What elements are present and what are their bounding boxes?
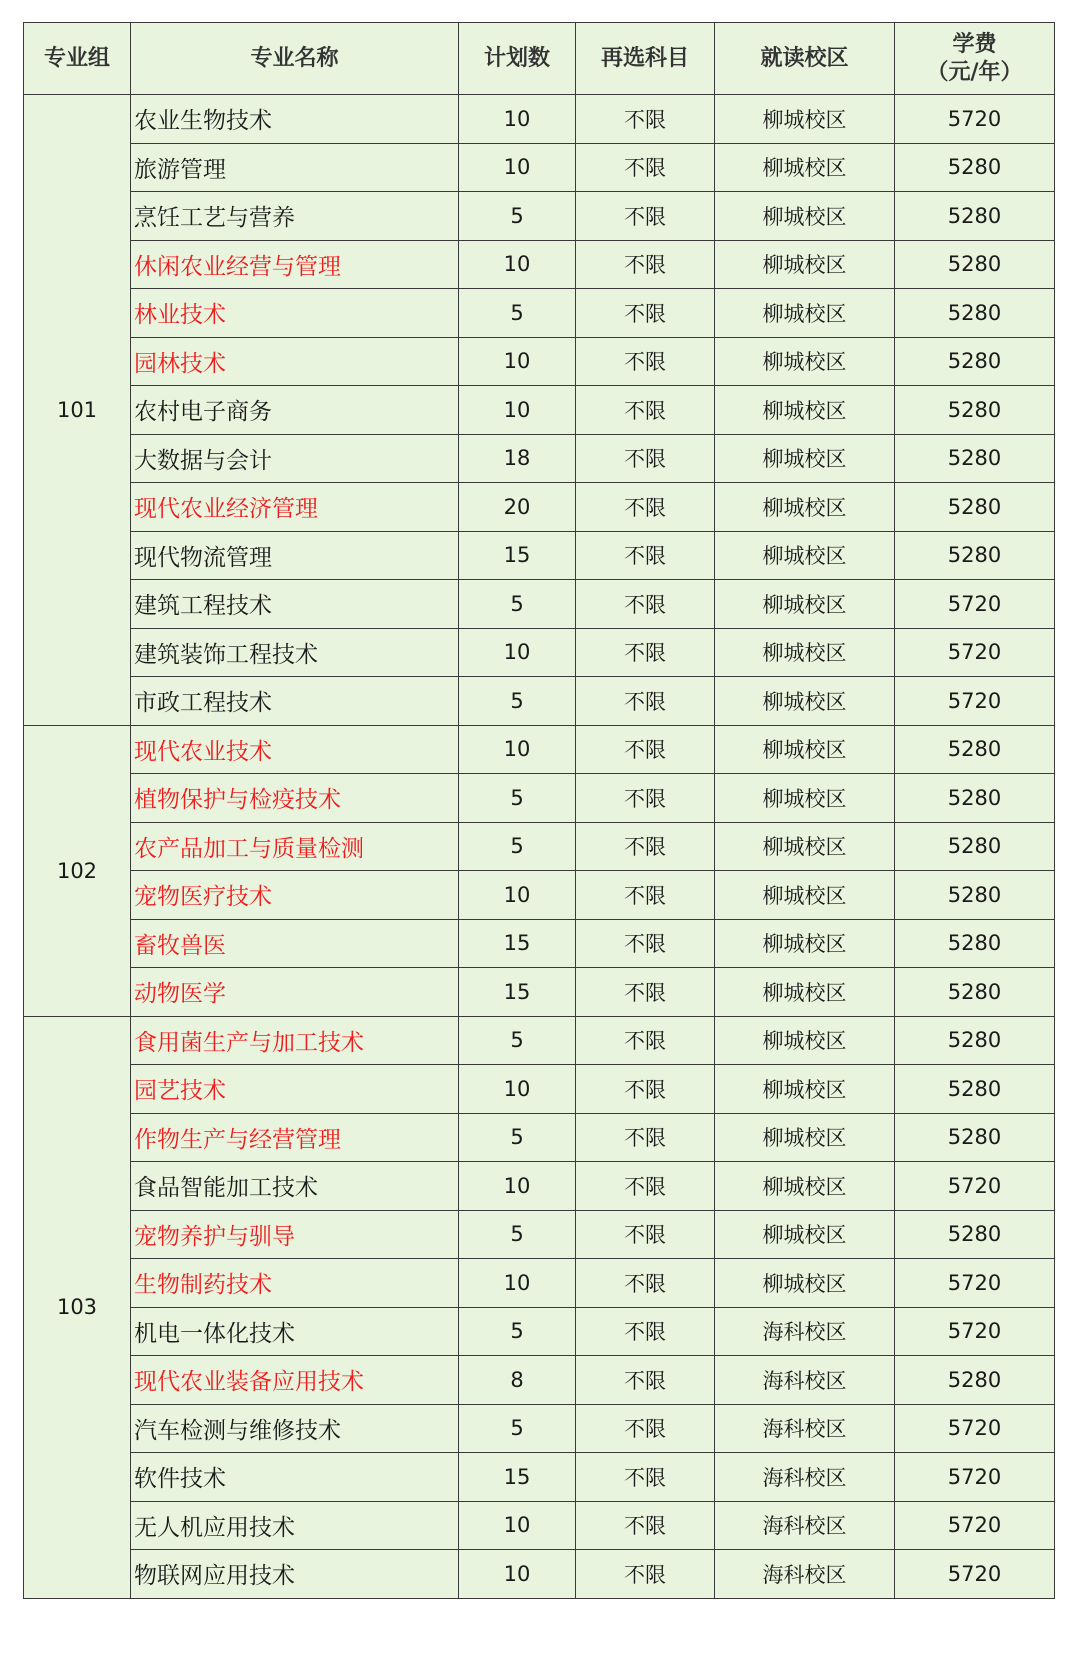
plan-count-cell: 10 <box>459 1550 576 1599</box>
subject-requirement-cell: 不限 <box>576 1453 715 1502</box>
plan-count-cell: 15 <box>459 919 576 968</box>
major-name-cell: 园林技术 <box>131 337 459 386</box>
subject-requirement-cell: 不限 <box>576 1550 715 1599</box>
tuition-fee-cell: 5280 <box>895 968 1055 1017</box>
table-row <box>24 1501 1055 1550</box>
table-header <box>24 23 1055 95</box>
major-name-cell: 现代农业技术 <box>131 725 459 774</box>
table-row <box>24 919 1055 968</box>
major-name-cell: 物联网应用技术 <box>131 1550 459 1599</box>
campus-cell: 柳城校区 <box>715 1259 895 1308</box>
campus-cell: 柳城校区 <box>715 968 895 1017</box>
subject-requirement-cell: 不限 <box>576 1356 715 1405</box>
major-name-cell: 食用菌生产与加工技术 <box>131 1016 459 1065</box>
plan-count-cell: 10 <box>459 1501 576 1550</box>
plan-count-cell: 10 <box>459 1162 576 1211</box>
tuition-fee-cell: 5280 <box>895 725 1055 774</box>
tuition-fee-cell: 5280 <box>895 1113 1055 1162</box>
group-code: 103 <box>24 1016 131 1598</box>
tuition-fee-cell: 5720 <box>895 1259 1055 1308</box>
major-name-cell: 食品智能加工技术 <box>131 1162 459 1211</box>
campus-cell: 海科校区 <box>715 1453 895 1502</box>
group-code: 102 <box>24 725 131 1016</box>
major-name-cell: 农产品加工与质量检测 <box>131 822 459 871</box>
tuition-fee-cell: 5280 <box>895 386 1055 435</box>
campus-cell: 柳城校区 <box>715 240 895 289</box>
plan-count-cell: 10 <box>459 337 576 386</box>
subject-requirement-cell: 不限 <box>576 1307 715 1356</box>
plan-count-cell: 10 <box>459 240 576 289</box>
plan-count-cell: 20 <box>459 483 576 532</box>
header-campus: 就读校区 <box>715 23 895 95</box>
tuition-fee-cell: 5720 <box>895 677 1055 726</box>
tuition-fee-cell: 5280 <box>895 822 1055 871</box>
plan-count-cell: 5 <box>459 774 576 823</box>
tuition-fee-cell: 5720 <box>895 1307 1055 1356</box>
header-fee-line1: 学费 <box>952 32 997 57</box>
tuition-fee-cell: 5280 <box>895 143 1055 192</box>
major-name-cell: 无人机应用技术 <box>131 1501 459 1550</box>
subject-requirement-cell: 不限 <box>576 774 715 823</box>
campus-cell: 柳城校区 <box>715 386 895 435</box>
campus-cell: 柳城校区 <box>715 628 895 677</box>
subject-requirement-cell: 不限 <box>576 192 715 241</box>
table-row <box>24 1065 1055 1114</box>
plan-count-cell: 5 <box>459 1210 576 1259</box>
major-name-cell: 市政工程技术 <box>131 677 459 726</box>
major-name-cell: 作物生产与经营管理 <box>131 1113 459 1162</box>
tuition-fee-cell: 5280 <box>895 531 1055 580</box>
plan-count-cell: 10 <box>459 386 576 435</box>
major-name-cell: 机电一体化技术 <box>131 1307 459 1356</box>
plan-count-cell: 8 <box>459 1356 576 1405</box>
campus-cell: 柳城校区 <box>715 774 895 823</box>
subject-requirement-cell: 不限 <box>576 1065 715 1114</box>
campus-cell: 海科校区 <box>715 1404 895 1453</box>
subject-requirement-cell: 不限 <box>576 919 715 968</box>
table-row <box>24 1162 1055 1211</box>
table-row <box>24 1016 1055 1065</box>
tuition-fee-cell: 5280 <box>895 1356 1055 1405</box>
subject-requirement-cell: 不限 <box>576 1259 715 1308</box>
subject-requirement-cell: 不限 <box>576 1113 715 1162</box>
campus-cell: 海科校区 <box>715 1356 895 1405</box>
subject-requirement-cell: 不限 <box>576 1162 715 1211</box>
table-row <box>24 289 1055 338</box>
tuition-fee-cell: 5280 <box>895 434 1055 483</box>
major-name-cell: 宠物养护与驯导 <box>131 1210 459 1259</box>
major-name-cell: 建筑工程技术 <box>131 580 459 629</box>
table-row <box>24 871 1055 920</box>
header-subject: 再选科目 <box>576 23 715 95</box>
table-body <box>24 95 1055 1599</box>
subject-requirement-cell: 不限 <box>576 95 715 144</box>
table-row <box>24 725 1055 774</box>
plan-count-cell: 5 <box>459 1016 576 1065</box>
tuition-fee-cell: 5280 <box>895 871 1055 920</box>
plan-count-cell: 10 <box>459 95 576 144</box>
major-name-cell: 汽车检测与维修技术 <box>131 1404 459 1453</box>
major-name-cell: 软件技术 <box>131 1453 459 1502</box>
plan-count-cell: 5 <box>459 580 576 629</box>
major-name-cell: 大数据与会计 <box>131 434 459 483</box>
table-row <box>24 434 1055 483</box>
campus-cell: 柳城校区 <box>715 1113 895 1162</box>
campus-cell: 柳城校区 <box>715 677 895 726</box>
campus-cell: 海科校区 <box>715 1501 895 1550</box>
table-row <box>24 628 1055 677</box>
plan-count-cell: 15 <box>459 1453 576 1502</box>
plan-count-cell: 10 <box>459 725 576 774</box>
campus-cell: 柳城校区 <box>715 289 895 338</box>
campus-cell: 柳城校区 <box>715 1016 895 1065</box>
table-row <box>24 1356 1055 1405</box>
tuition-fee-cell: 5720 <box>895 580 1055 629</box>
subject-requirement-cell: 不限 <box>576 483 715 532</box>
subject-requirement-cell: 不限 <box>576 725 715 774</box>
table-row <box>24 677 1055 726</box>
tuition-fee-cell: 5280 <box>895 483 1055 532</box>
table-row <box>24 1550 1055 1599</box>
campus-cell: 柳城校区 <box>715 1065 895 1114</box>
tuition-fee-cell: 5280 <box>895 774 1055 823</box>
campus-cell: 柳城校区 <box>715 483 895 532</box>
tuition-fee-cell: 5720 <box>895 1162 1055 1211</box>
header-row <box>24 23 1055 95</box>
plan-count-cell: 10 <box>459 628 576 677</box>
subject-requirement-cell: 不限 <box>576 1404 715 1453</box>
tuition-fee-cell: 5720 <box>895 95 1055 144</box>
header-plan: 计划数 <box>459 23 576 95</box>
table-row <box>24 580 1055 629</box>
major-name-cell: 动物医学 <box>131 968 459 1017</box>
major-name-cell: 现代农业装备应用技术 <box>131 1356 459 1405</box>
plan-count-cell: 5 <box>459 822 576 871</box>
subject-requirement-cell: 不限 <box>576 1210 715 1259</box>
tuition-fee-cell: 5280 <box>895 1016 1055 1065</box>
subject-requirement-cell: 不限 <box>576 143 715 192</box>
subject-requirement-cell: 不限 <box>576 822 715 871</box>
plan-count-cell: 10 <box>459 871 576 920</box>
plan-count-cell: 5 <box>459 1113 576 1162</box>
major-name-cell: 旅游管理 <box>131 143 459 192</box>
major-name-cell: 现代农业经济管理 <box>131 483 459 532</box>
subject-requirement-cell: 不限 <box>576 531 715 580</box>
table-row <box>24 1259 1055 1308</box>
major-name-cell: 休闲农业经营与管理 <box>131 240 459 289</box>
plan-count-cell: 5 <box>459 289 576 338</box>
major-name-cell: 建筑装饰工程技术 <box>131 628 459 677</box>
major-name-cell: 畜牧兽医 <box>131 919 459 968</box>
tuition-fee-cell: 5280 <box>895 289 1055 338</box>
tuition-fee-cell: 5280 <box>895 919 1055 968</box>
plan-count-cell: 5 <box>459 1307 576 1356</box>
subject-requirement-cell: 不限 <box>576 1501 715 1550</box>
table-row <box>24 1404 1055 1453</box>
table-row <box>24 240 1055 289</box>
major-name-cell: 生物制药技术 <box>131 1259 459 1308</box>
plan-count-cell: 15 <box>459 531 576 580</box>
header-fee <box>895 23 1055 95</box>
table-row <box>24 386 1055 435</box>
campus-cell: 柳城校区 <box>715 434 895 483</box>
table-row <box>24 1307 1055 1356</box>
subject-requirement-cell: 不限 <box>576 968 715 1017</box>
campus-cell: 柳城校区 <box>715 337 895 386</box>
table-row <box>24 483 1055 532</box>
campus-cell: 柳城校区 <box>715 822 895 871</box>
tuition-fee-cell: 5720 <box>895 628 1055 677</box>
header-name: 专业名称 <box>131 23 459 95</box>
subject-requirement-cell: 不限 <box>576 677 715 726</box>
subject-requirement-cell: 不限 <box>576 628 715 677</box>
campus-cell: 柳城校区 <box>715 95 895 144</box>
campus-cell: 柳城校区 <box>715 580 895 629</box>
plan-count-cell: 10 <box>459 143 576 192</box>
table-row <box>24 531 1055 580</box>
campus-cell: 柳城校区 <box>715 725 895 774</box>
tuition-fee-cell: 5280 <box>895 240 1055 289</box>
table-row <box>24 143 1055 192</box>
subject-requirement-cell: 不限 <box>576 337 715 386</box>
subject-requirement-cell: 不限 <box>576 240 715 289</box>
tuition-fee-cell: 5720 <box>895 1550 1055 1599</box>
plan-count-cell: 5 <box>459 677 576 726</box>
campus-cell: 柳城校区 <box>715 871 895 920</box>
major-name-cell: 植物保护与检疫技术 <box>131 774 459 823</box>
major-name-cell: 现代物流管理 <box>131 531 459 580</box>
table-row <box>24 1113 1055 1162</box>
campus-cell: 柳城校区 <box>715 143 895 192</box>
major-name-cell: 林业技术 <box>131 289 459 338</box>
tuition-fee-cell: 5280 <box>895 1210 1055 1259</box>
tuition-fee-cell: 5720 <box>895 1404 1055 1453</box>
campus-cell: 柳城校区 <box>715 1210 895 1259</box>
campus-cell: 柳城校区 <box>715 1162 895 1211</box>
table-row <box>24 822 1055 871</box>
enrollment-plan-table <box>23 22 1055 1599</box>
subject-requirement-cell: 不限 <box>576 289 715 338</box>
tuition-fee-cell: 5280 <box>895 337 1055 386</box>
plan-count-cell: 15 <box>459 968 576 1017</box>
major-name-cell: 宠物医疗技术 <box>131 871 459 920</box>
campus-cell: 柳城校区 <box>715 192 895 241</box>
tuition-fee-cell: 5280 <box>895 1065 1055 1114</box>
major-name-cell: 农村电子商务 <box>131 386 459 435</box>
subject-requirement-cell: 不限 <box>576 386 715 435</box>
table-row <box>24 774 1055 823</box>
subject-requirement-cell: 不限 <box>576 434 715 483</box>
subject-requirement-cell: 不限 <box>576 1016 715 1065</box>
table-row <box>24 95 1055 144</box>
header-fee-line2: （元/年） <box>926 59 1023 85</box>
plan-count-cell: 10 <box>459 1065 576 1114</box>
campus-cell: 柳城校区 <box>715 531 895 580</box>
subject-requirement-cell: 不限 <box>576 871 715 920</box>
tuition-fee-cell: 5720 <box>895 1501 1055 1550</box>
major-name-cell: 烹饪工艺与营养 <box>131 192 459 241</box>
plan-count-cell: 5 <box>459 1404 576 1453</box>
tuition-fee-cell: 5720 <box>895 1453 1055 1502</box>
table-row <box>24 968 1055 1017</box>
table-row <box>24 1453 1055 1502</box>
plan-count-cell: 10 <box>459 1259 576 1308</box>
campus-cell: 海科校区 <box>715 1307 895 1356</box>
table-row <box>24 192 1055 241</box>
campus-cell: 海科校区 <box>715 1550 895 1599</box>
campus-cell: 柳城校区 <box>715 919 895 968</box>
subject-requirement-cell: 不限 <box>576 580 715 629</box>
plan-count-cell: 18 <box>459 434 576 483</box>
plan-count-cell: 5 <box>459 192 576 241</box>
tuition-fee-cell: 5280 <box>895 192 1055 241</box>
table-row <box>24 1210 1055 1259</box>
group-code: 101 <box>24 95 131 726</box>
table-row <box>24 337 1055 386</box>
header-group: 专业组 <box>24 23 131 95</box>
major-name-cell: 园艺技术 <box>131 1065 459 1114</box>
major-name-cell: 农业生物技术 <box>131 95 459 144</box>
